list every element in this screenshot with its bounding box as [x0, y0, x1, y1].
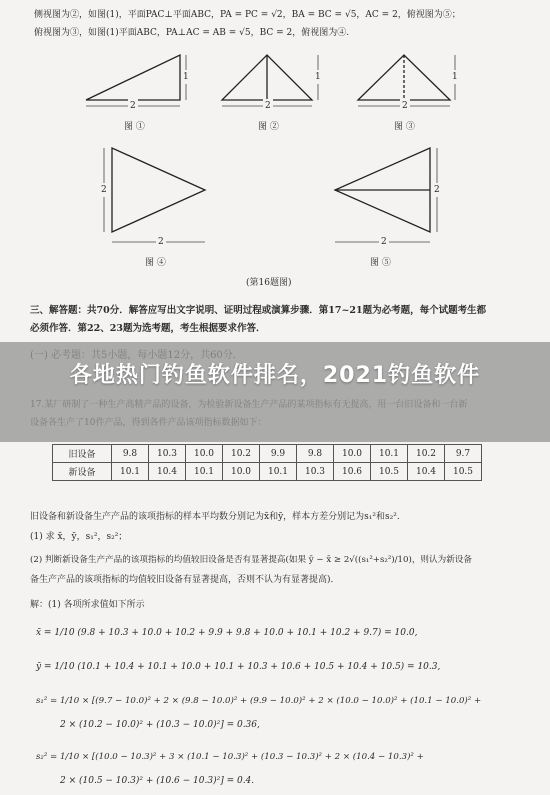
fig4-width-label: 2 — [158, 237, 164, 247]
equation-mean-old: x̄ = 1/10 (9.8 + 10.3 + 10.0 + 10.2 + 9.9 + 9.8 + 10.0 + 10.1 + 10.2 + 9.7) = 10.0, — [36, 628, 418, 638]
table-row-label: 旧设备 — [53, 445, 112, 463]
figure-4-triangle — [112, 148, 205, 232]
table-cell: 10.3 — [297, 463, 334, 481]
table-cell: 9.7 — [445, 445, 482, 463]
fig4-height-label: 2 — [101, 185, 107, 195]
fig1-height-label: 1 — [183, 72, 189, 82]
fig5-height-label: 2 — [434, 185, 440, 195]
table-row-label: 新设备 — [53, 463, 112, 481]
data-table — [52, 444, 482, 481]
fig2-label: 图 ② — [258, 122, 279, 132]
fig5-width-label: 2 — [381, 237, 387, 247]
fig1-label: 图 ① — [124, 122, 145, 132]
equation-variance-old-2: 2 × (10.2 − 10.0)² + (10.3 − 10.0)²] = 0.36, — [60, 720, 260, 730]
fig2-width-label: 2 — [265, 101, 271, 111]
stat-description: 旧设备和新设备生产产品的该项指标的样本平均数分别记为x̄和ȳ，样本方差分别记为s₁²和s₂². — [30, 512, 400, 522]
table-cell: 10.0 — [223, 463, 260, 481]
table-cell: 10.2 — [223, 445, 260, 463]
table-cell: 10.5 — [445, 463, 482, 481]
table-cell: 10.0 — [186, 445, 223, 463]
intro-line-1: 侧视图为②，如图(1)，平面PAC⊥平面ABC，PA = PC = √2，BA = BC = √5，AC = 2，俯视图为⑤； — [34, 10, 461, 20]
figure-caption: (第16题图) — [246, 278, 292, 288]
fig3-width-label: 2 — [402, 101, 408, 111]
table-cell: 10.1 — [260, 463, 297, 481]
table-cell: 10.5 — [371, 463, 408, 481]
table-cell: 10.4 — [408, 463, 445, 481]
fig4-label: 图 ④ — [145, 258, 166, 268]
question-part-1: (1) 求 x̄，ȳ，s₁²，s₂²； — [30, 532, 128, 542]
table-cell: 10.3 — [149, 445, 186, 463]
table-cell: 10.4 — [149, 463, 186, 481]
equation-variance-new-2: 2 × (10.5 − 10.3)² + (10.6 − 10.3)²] = 0.4. — [60, 776, 255, 786]
fig3-label: 图 ③ — [394, 122, 415, 132]
table-cell: 10.0 — [334, 445, 371, 463]
question-part-2-line-1: (2) 判断新设备生产产品的该项指标的均值较旧设备是否有显著提高(如果 ȳ − x̄ ≥ 2√((s₁²+s₂²)/10)，则认为新设备 — [30, 555, 472, 565]
table-cell: 9.8 — [297, 445, 334, 463]
equation-variance-new-1: s₂² = 1/10 × [(10.0 − 10.3)² + 3 × (10.1 − 10.3)² + (10.3 − 10.3)² + 2 × (10.4 − 10.3)² + — [36, 752, 424, 762]
section-heading: 三、解答题：共70分．解答应写出文字说明、证明过程或演算步骤．第17~21题为必考题，每个试题考生都 — [30, 305, 487, 316]
table-row — [53, 445, 482, 463]
fig5-label: 图 ⑤ — [370, 258, 391, 268]
banner-title: 各地热门钓鱼软件排名，2021钓鱼软件 — [69, 363, 481, 388]
solution-heading: 解：(1) 各项所求值如下所示 — [30, 600, 145, 610]
table-cell: 10.1 — [371, 445, 408, 463]
table-cell: 10.6 — [334, 463, 371, 481]
figure-1-triangle — [86, 55, 180, 100]
table-cell: 10.1 — [186, 463, 223, 481]
equation-mean-new: ȳ = 1/10 (10.1 + 10.4 + 10.1 + 10.0 + 10.1 + 10.3 + 10.6 + 10.5 + 10.4 + 10.5) = 10.3, — [36, 662, 441, 672]
three-view-figures — [0, 0, 550, 300]
equation-variance-old-1: s₁² = 1/10 × [(9.7 − 10.0)² + 2 × (9.8 − 10.0)² + (9.9 − 10.0)² + 2 × (10.0 − 10.0)² + (10.1 − 10.0)² + — [36, 696, 482, 706]
table-cell: 10.1 — [112, 463, 149, 481]
section-heading-2: 必须作答．第22、23题为选考题，考生根据要求作答． — [30, 323, 266, 334]
table-cell: 10.2 — [408, 445, 445, 463]
intro-line-2: 俯视图为③，如图(1)平面ABC，PA⊥AC = AB = √5，BC = 2，俯视图为④. — [34, 28, 350, 38]
fig1-width-label: 2 — [130, 101, 136, 111]
fig3-height-label: 1 — [452, 72, 458, 82]
table-row — [53, 463, 482, 481]
table-cell: 9.8 — [112, 445, 149, 463]
table-cell: 9.9 — [260, 445, 297, 463]
fig2-height-label: 1 — [315, 72, 321, 82]
title-banner — [0, 342, 550, 442]
question-part-2-line-2: 备生产产品的该项指标的均值较旧设备有显著提高，否则不认为有显著提高)． — [30, 575, 340, 585]
